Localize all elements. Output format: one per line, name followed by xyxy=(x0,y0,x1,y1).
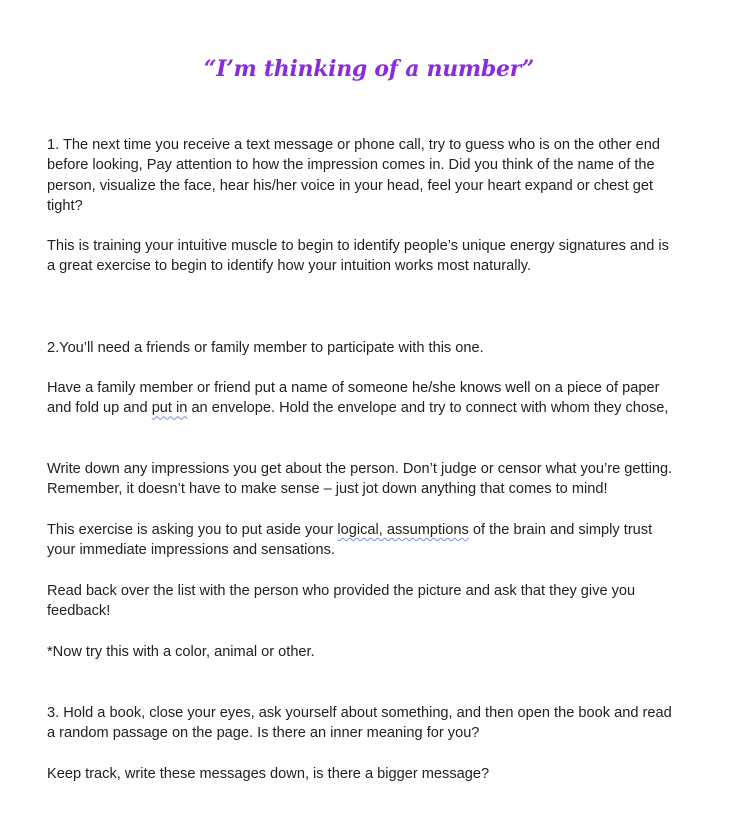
exercise-2-purpose xyxy=(47,520,679,561)
exercise-3-followup: Keep track, write these messages down, is there a bigger message? xyxy=(47,766,490,782)
text-segment: of the brain and simply trust your immediate impressions and sensations. xyxy=(47,522,653,559)
spellcheck-marked-text: put in xyxy=(151,400,188,417)
document-title: “I’m thinking of a number” xyxy=(203,56,535,82)
exercise-2-feedback: Read back over the list with the person who provided the picture and ask that they give you feedback! xyxy=(47,583,636,620)
text-segment: an envelope. Hold the envelope and try to connect with whom they chose, xyxy=(187,400,669,417)
spellcheck-marked-text: logical, assumptions xyxy=(337,522,469,538)
exercise-1-paragraph: 1. The next time you receive a text message or phone call, try to guess who is on the other end before looking, Pay attention to how the impression comes in. Did you think of the name of the person, visualize the face, hear his/her voice in your head, feel your heart expand or chest get tight? xyxy=(47,137,661,214)
exercise-2-heading: 2.You’ll need a friends or family member to participate with this one. xyxy=(47,340,484,356)
exercise-2-impressions: Write down any impressions you get about the person. Don’t judge or censor what you’re getting. Remember, it doesn’t have to make sense – just jot down anything that comes to mind! xyxy=(47,461,673,498)
text-segment: This exercise is asking you to put aside your xyxy=(47,522,338,538)
exercise-2-variation: *Now try this with a color, animal or other. xyxy=(47,644,315,660)
exercise-3-paragraph: 3. Hold a book, close your eyes, ask yourself about something, and then open the book and read a random passage on the page. Is there an inner meaning for you? xyxy=(47,705,672,742)
exercise-2-instructions xyxy=(47,378,679,419)
text-segment: Have a family member or friend put a name of someone he/she knows well on a piece of paper and fold up and xyxy=(47,380,660,417)
exercise-1-explanation: This is training your intuitive muscle to begin to identify people’s unique energy signatures and is a great exercise to begin to identify how your intuition works most naturally. xyxy=(47,238,669,275)
